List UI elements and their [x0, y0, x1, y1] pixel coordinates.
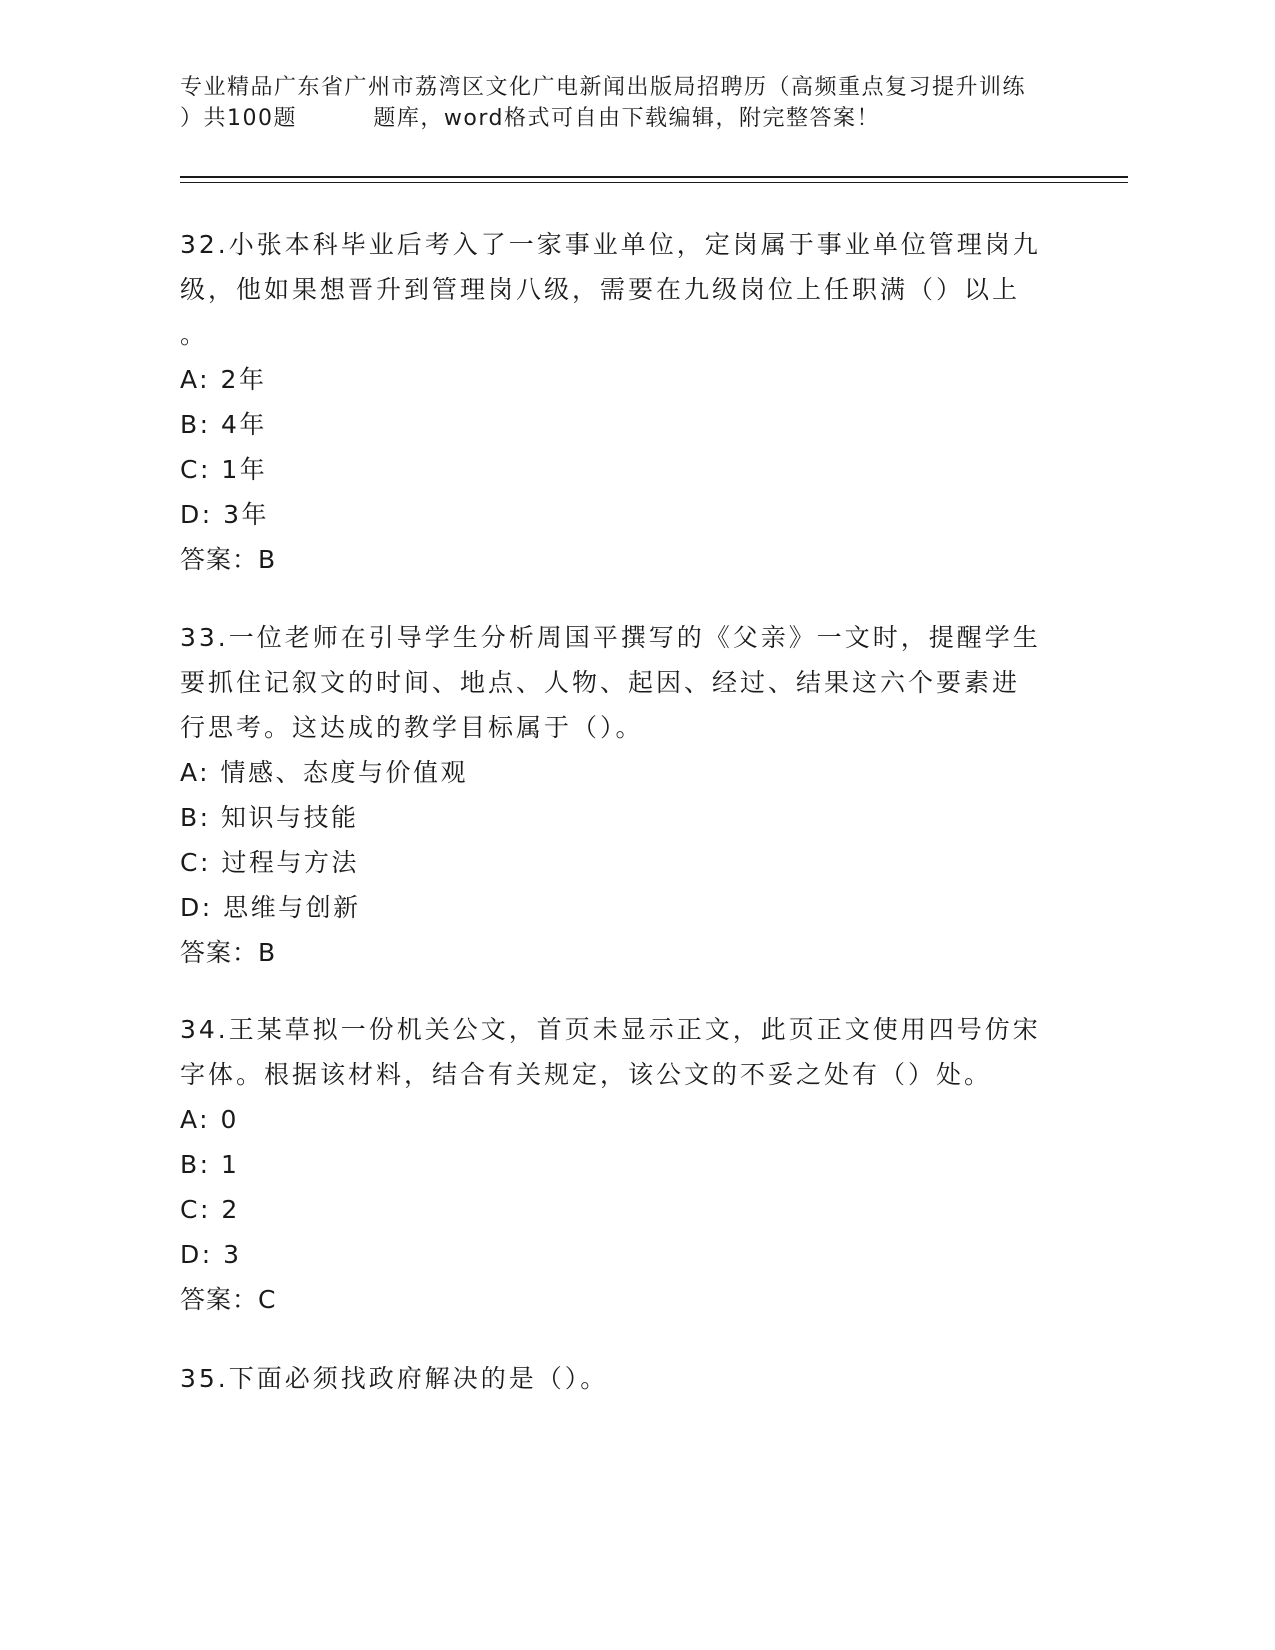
question-stem-line: 34.王某草拟一份机关公文，首页未显示正文，此页正文使用四号仿宋	[180, 1015, 1041, 1044]
option-b: B: 1	[180, 1150, 240, 1179]
answer-line: 答案：C	[180, 1285, 277, 1314]
option-c: C: 1年	[180, 455, 268, 484]
question-32	[180, 222, 1060, 582]
header-line-1: 专业精品广东省广州市荔湾区文化广电新闻出版局招聘历（高频重点复习提升训练	[180, 75, 1027, 100]
option-d: D: 思维与创新	[180, 893, 361, 922]
option-a: A: 情感、态度与价值观	[180, 758, 469, 787]
header-divider-thin	[180, 182, 1128, 183]
question-34	[180, 1007, 1060, 1322]
option-b: B: 4年	[180, 410, 267, 439]
question-stem-line: 。	[180, 320, 209, 349]
option-d: D: 3年	[180, 500, 270, 529]
question-33	[180, 615, 1060, 975]
option-a: A: 0	[180, 1105, 239, 1134]
question-stem-line: 字体。根据该材料，结合有关规定，该公文的不妥之处有（）处。	[180, 1060, 993, 1089]
header-divider-thick	[180, 176, 1128, 178]
answer-line: 答案：B	[180, 938, 277, 967]
question-stem-line: 32.小张本科毕业后考入了一家事业单位，定岗属于事业单位管理岗九	[180, 230, 1041, 259]
document-header	[180, 72, 1080, 134]
header-line-2: ）共100题 题库，word格式可自由下载编辑，附完整答案！	[180, 106, 881, 131]
option-b: B: 知识与技能	[180, 803, 359, 832]
question-35	[180, 1356, 1060, 1401]
option-d: D: 3	[180, 1240, 242, 1269]
option-a: A: 2年	[180, 365, 267, 394]
question-stem-line: 33.一位老师在引导学生分析周国平撰写的《父亲》一文时，提醒学生	[180, 623, 1041, 652]
question-stem-line: 要抓住记叙文的时间、地点、人物、起因、经过、结果这六个要素进	[180, 668, 1021, 697]
question-stem-line: 行思考。这达成的教学目标属于（）。	[180, 713, 644, 742]
question-stem-line: 级，他如果想晋升到管理岗八级，需要在九级岗位上任职满（）以上	[180, 275, 1021, 304]
option-c: C: 2	[180, 1195, 240, 1224]
question-stem-line: 35.下面必须找政府解决的是（）。	[180, 1364, 609, 1393]
option-c: C: 过程与方法	[180, 848, 359, 877]
answer-line: 答案：B	[180, 545, 277, 574]
